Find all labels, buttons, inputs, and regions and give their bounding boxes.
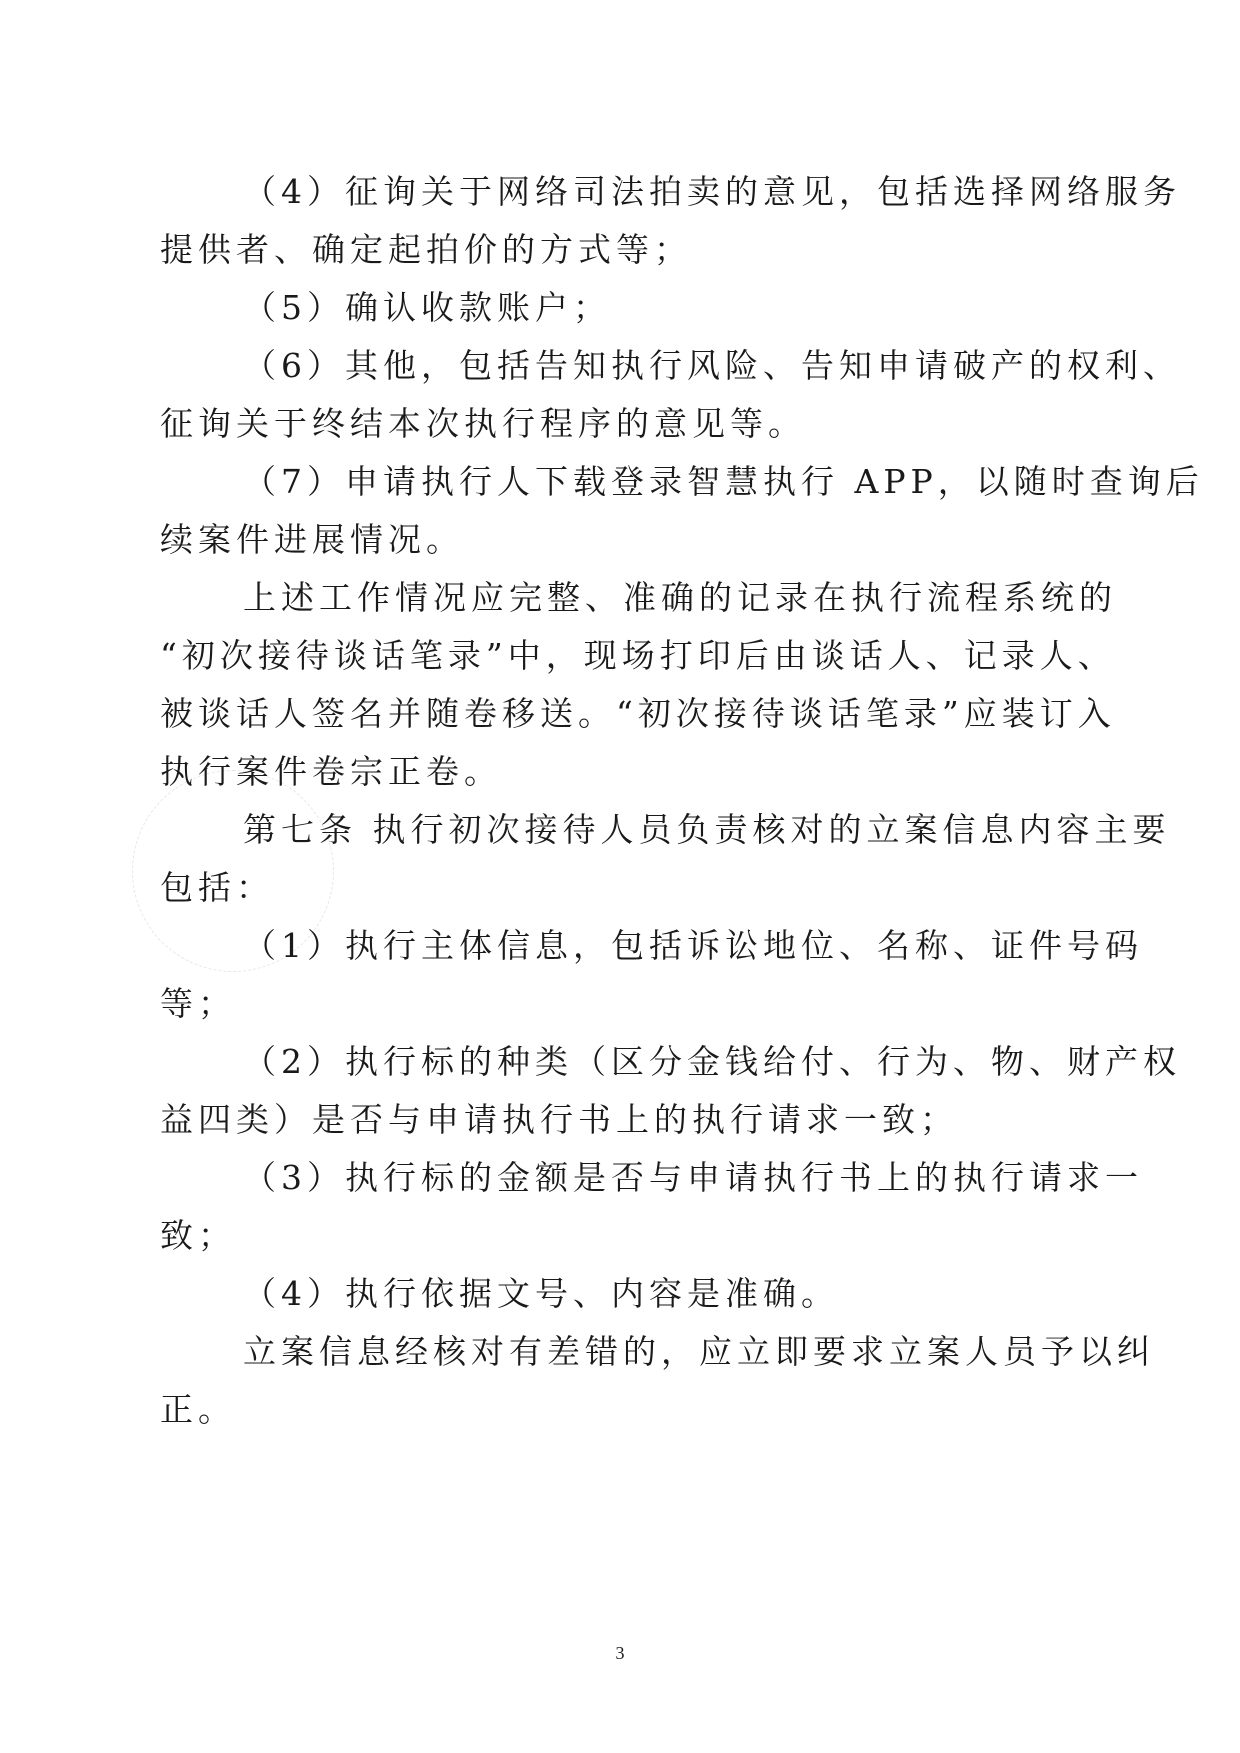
text-line: （3）执行标的金额是否与申请执行书上的执行请求一: [243, 1158, 1143, 1197]
text-line: 被谈话人签名并随卷移送。“初次接待谈话笔录”应装订入: [160, 694, 1116, 733]
text-line: 致；: [160, 1216, 236, 1255]
text-line: 续案件进展情况。: [160, 520, 464, 559]
text-line: 益四类）是否与申请执行书上的执行请求一致；: [160, 1100, 958, 1139]
text-line: 包括：: [160, 868, 274, 907]
text-line: （4）执行依据文号、内容是准确。: [243, 1274, 839, 1313]
text-line: 第七条 执行初次接待人员负责核对的立案信息内容主要: [243, 810, 1171, 849]
text-line: （7）申请执行人下载登录智慧执行 APP，以随时查询后: [243, 462, 1204, 501]
text-line: 等；: [160, 984, 236, 1023]
text-line: 正。: [160, 1390, 236, 1429]
text-line: 立案信息经核对有差错的，应立即要求立案人员予以纠: [243, 1332, 1155, 1371]
text-line: （4）征询关于网络司法拍卖的意见，包括选择网络服务: [243, 172, 1181, 211]
text-line: “初次接待谈话笔录”中，现场打印后由谈话人、记录人、: [160, 636, 1116, 675]
text-line: （2）执行标的种类（区分金钱给付、行为、物、财产权: [243, 1042, 1181, 1081]
text-line: 上述工作情况应完整、准确的记录在执行流程系统的: [243, 578, 1117, 617]
text-line: （6）其他，包括告知执行风险、告知申请破产的权利、: [243, 346, 1181, 385]
text-line: 执行案件卷宗正卷。: [160, 752, 502, 791]
page-number: 3: [615, 1643, 625, 1663]
text-line: （5）确认收款账户；: [243, 288, 611, 327]
text-line: （1）执行主体信息，包括诉讼地位、名称、证件号码: [243, 926, 1143, 965]
text-line: 征询关于终结本次执行程序的意见等。: [160, 404, 806, 443]
text-line: 提供者、确定起拍价的方式等；: [160, 230, 692, 269]
